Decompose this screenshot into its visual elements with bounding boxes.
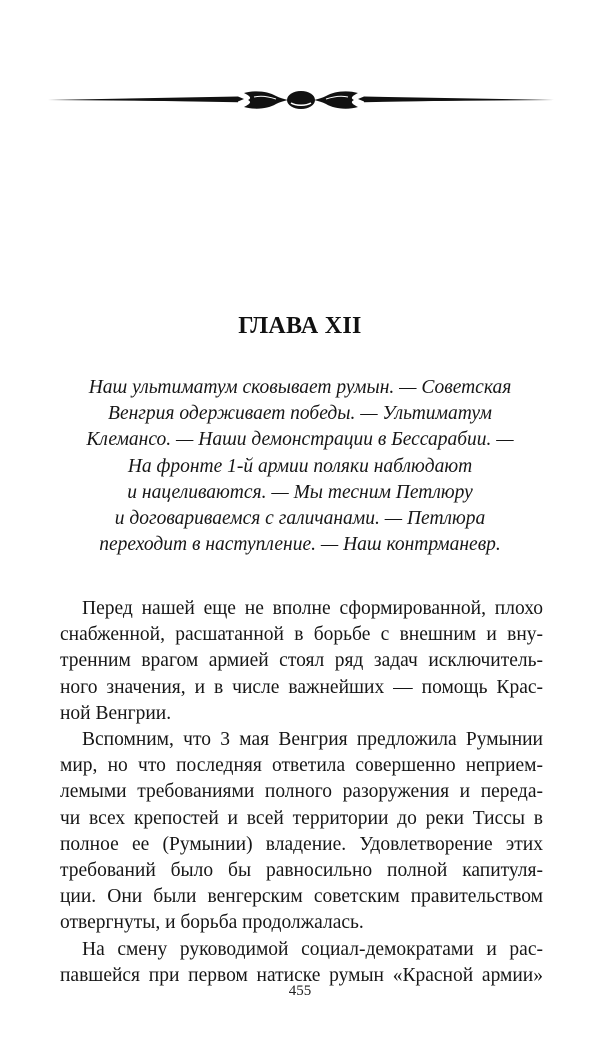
paragraph bbox=[60, 937, 543, 989]
summary-line: На фронте 1-й армии поляки наблюдают bbox=[127, 455, 473, 477]
text-line: ной Венгрии. bbox=[60, 702, 172, 724]
summary-line: и договариваемся с галичанами. — Петлюра bbox=[114, 508, 486, 530]
text-line: требований было бы равносильно полной капитуля- bbox=[60, 860, 543, 882]
text-line: тренним врагом армией стоял ряд задач исключитель- bbox=[60, 650, 543, 672]
decorative-divider-icon bbox=[48, 86, 554, 114]
chapter-title: ГЛАВА XII bbox=[238, 313, 362, 339]
paragraph bbox=[60, 596, 543, 727]
summary-line: Наш ультиматум сковывает румын. — Советская bbox=[88, 377, 512, 398]
chapter-summary bbox=[0, 375, 600, 558]
text-line: павшейся при первом натиске румын «Красной армии» bbox=[60, 964, 543, 986]
summary-line: Венгрия одерживает победы. — Ультиматум bbox=[108, 403, 492, 425]
text-line: чи всех крепостей и всей территории до реки Тиссы в bbox=[60, 807, 543, 829]
text-line: На смену руководимой социал-демократами и рас- bbox=[82, 938, 543, 960]
text-line: Вспомним, что 3 мая Венгрия предложила Румынии bbox=[82, 729, 543, 751]
text-line: ции. Они были венгерским советским правительством bbox=[60, 886, 543, 908]
summary-line: Клемансо. — Наши демонстрации в Бессарабии. — bbox=[86, 429, 514, 451]
text-line: полное ее (Румынии) владение. Удовлетворение этих bbox=[60, 833, 543, 855]
summary-line: и нацеливаются. — Мы тесним Петлюру bbox=[127, 481, 473, 503]
page-number: 455 bbox=[288, 983, 312, 999]
paragraph bbox=[60, 727, 543, 937]
text-line: лемыми требованиями полного разоружения и переда- bbox=[60, 781, 543, 803]
text-line: снабженной, расшатанной в борьбе с внешним и вну- bbox=[60, 624, 543, 646]
text-line: мир, но что последняя ответила совершенно неприем- bbox=[60, 755, 543, 777]
body-text bbox=[60, 596, 543, 989]
summary-line: переходит в наступление. — Наш контрманевр. bbox=[99, 534, 501, 556]
text-line: отвергнуты, и борьба продолжалась. bbox=[60, 912, 364, 934]
text-line: ного значения, и в числе важнейших — помощь Крас- bbox=[60, 676, 543, 698]
text-line: Перед нашей еще не вполне сформированной, плохо bbox=[82, 598, 543, 619]
